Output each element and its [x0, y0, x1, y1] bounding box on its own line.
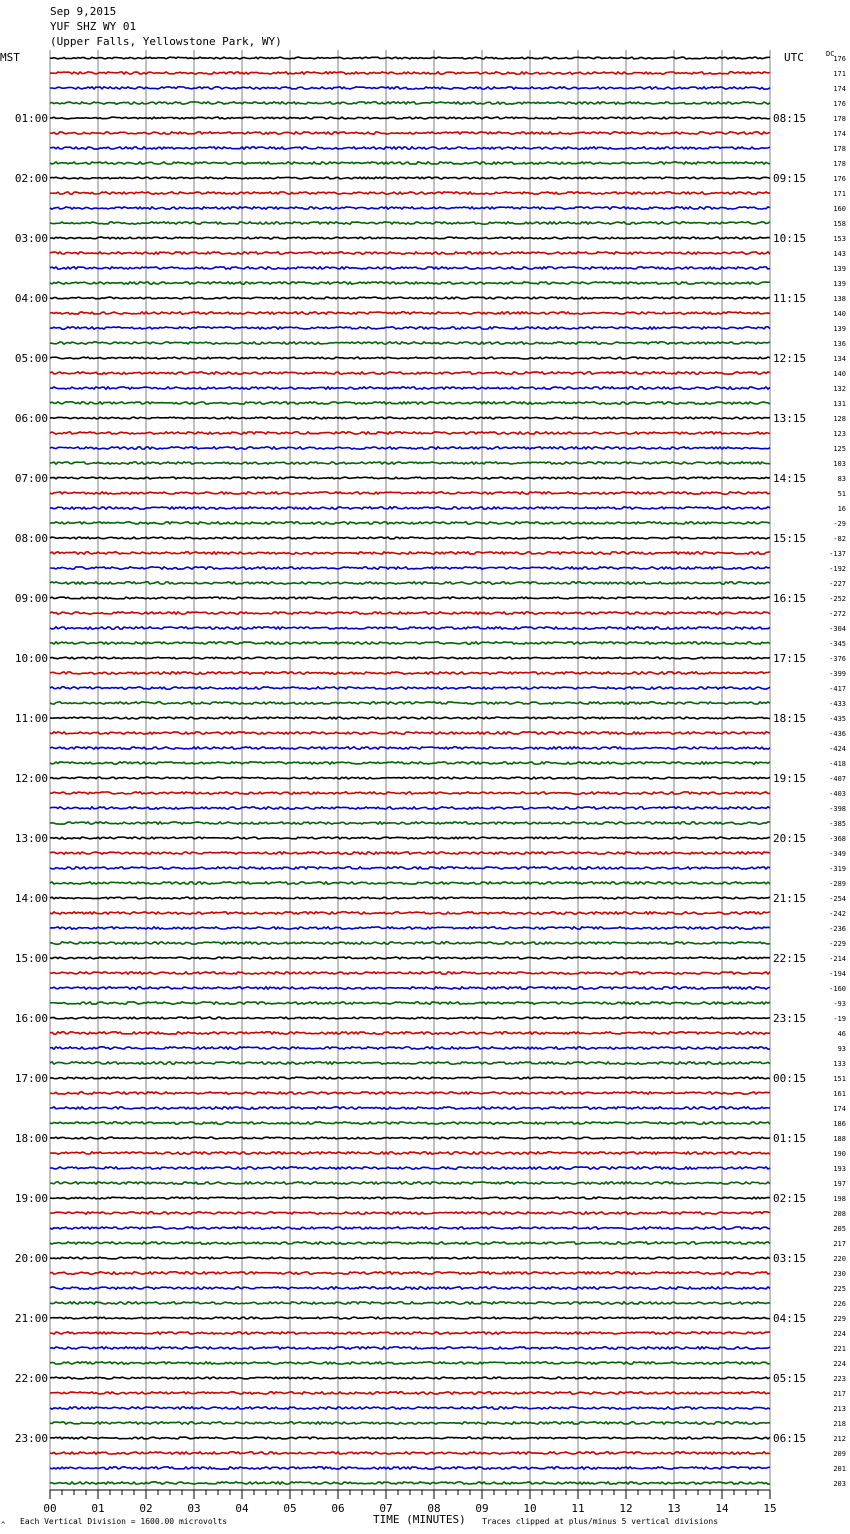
- dc-offset-label: 225: [833, 1285, 846, 1293]
- dc-offset-label: 224: [833, 1330, 846, 1338]
- trace-row-10: [50, 207, 770, 209]
- utc-hour-label: 06:15: [773, 1432, 807, 1445]
- utc-hour-label: 23:15: [773, 1012, 807, 1025]
- trace-row-20: [50, 357, 770, 359]
- dc-label: DC: [826, 50, 835, 58]
- trace-row-45: [50, 732, 770, 734]
- dc-offset-label: -403: [829, 790, 846, 798]
- trace-row-5: [50, 132, 770, 134]
- dc-offset-label: -424: [829, 745, 846, 753]
- dc-offset-label: 171: [833, 190, 846, 198]
- trace-row-46: [50, 747, 770, 749]
- dc-offset-label: 221: [833, 1345, 846, 1353]
- dc-offset-label: 138: [833, 295, 846, 303]
- mst-hour-label: 08:00: [14, 532, 48, 545]
- dc-offset-label: 123: [833, 430, 846, 438]
- dc-offset-label: -194: [829, 970, 846, 978]
- dc-offset-label: 217: [833, 1240, 846, 1248]
- dc-offset-label: 212: [833, 1435, 846, 1443]
- dc-offset-label: -252: [829, 595, 846, 603]
- trace-row-28: [50, 477, 770, 479]
- trace-row-66: [50, 1047, 770, 1049]
- trace-row-88: [50, 1377, 770, 1379]
- dc-offset-label: 203: [833, 1480, 846, 1488]
- dc-offset-label: 139: [833, 265, 846, 273]
- dc-offset-label: 186: [833, 1120, 846, 1128]
- utc-hour-label: 19:15: [773, 772, 807, 785]
- trace-row-58: [50, 927, 770, 929]
- trace-row-80: [50, 1257, 770, 1259]
- dc-offset-label: 139: [833, 280, 846, 288]
- dc-offset-label: -254: [829, 895, 846, 903]
- trace-row-14: [50, 267, 770, 269]
- dc-offset-label: 140: [833, 310, 846, 318]
- time-gridlines: [50, 50, 770, 1491]
- trace-row-43: [50, 702, 770, 704]
- trace-row-64: [50, 1017, 770, 1019]
- trace-row-94: [50, 1467, 770, 1469]
- trace-row-26: [50, 447, 770, 449]
- trace-row-40: [50, 657, 770, 659]
- trace-row-60: [50, 957, 770, 959]
- mst-hour-label: 16:00: [14, 1012, 48, 1025]
- utc-hour-label: 20:15: [773, 832, 807, 845]
- mst-hour-label: 22:00: [14, 1372, 48, 1385]
- dc-offset-label: -436: [829, 730, 846, 738]
- mst-hour-label: 17:00: [14, 1072, 48, 1085]
- header-station: YUF SHZ WY 01: [50, 20, 137, 33]
- dc-offset-label: 128: [833, 415, 846, 423]
- dc-offset-label: 151: [833, 1075, 846, 1083]
- mst-zone-label: MST: [0, 51, 20, 64]
- trace-row-81: [50, 1272, 770, 1274]
- trace-row-12: [50, 237, 770, 239]
- trace-row-8: [50, 177, 770, 179]
- dc-offset-label: 51: [837, 490, 846, 498]
- trace-row-30: [50, 507, 770, 509]
- trace-row-27: [50, 462, 770, 464]
- x-tick-label: 14: [715, 1502, 729, 1515]
- trace-row-0: [50, 57, 770, 59]
- dc-offset-label: -137: [829, 550, 846, 558]
- utc-hour-label: 00:15: [773, 1072, 807, 1085]
- trace-row-79: [50, 1242, 770, 1244]
- utc-hour-label: 18:15: [773, 712, 807, 725]
- dc-offset-label: -29: [833, 520, 846, 528]
- utc-hour-label: 03:15: [773, 1252, 807, 1265]
- trace-row-15: [50, 282, 770, 284]
- trace-row-57: [50, 912, 770, 914]
- dc-offset-label: 178: [833, 115, 846, 123]
- trace-row-74: [50, 1167, 770, 1169]
- trace-row-9: [50, 192, 770, 194]
- trace-row-55: [50, 882, 770, 884]
- dc-offset-label: -433: [829, 700, 846, 708]
- trace-row-35: [50, 582, 770, 584]
- utc-hour-label: 13:15: [773, 412, 807, 425]
- dc-offset-label: 218: [833, 1420, 846, 1428]
- trace-row-38: [50, 627, 770, 629]
- dc-offset-label: 174: [833, 85, 846, 93]
- x-tick-label: 12: [619, 1502, 633, 1515]
- utc-zone-label: UTC: [784, 51, 804, 64]
- mst-hour-label: 23:00: [14, 1432, 48, 1445]
- x-tick-label: 10: [523, 1502, 537, 1515]
- trace-row-17: [50, 312, 770, 314]
- dc-offset-label: -398: [829, 805, 846, 813]
- trace-row-56: [50, 897, 770, 899]
- dc-offset-label: 217: [833, 1390, 846, 1398]
- mst-hour-label: 07:00: [14, 472, 48, 485]
- trace-row-93: [50, 1452, 770, 1454]
- trace-row-39: [50, 642, 770, 644]
- trace-row-24: [50, 417, 770, 419]
- dc-offset-label: 190: [833, 1150, 846, 1158]
- dc-offset-label: 223: [833, 1375, 846, 1383]
- trace-row-59: [50, 942, 770, 944]
- trace-row-41: [50, 672, 770, 674]
- trace-row-21: [50, 372, 770, 374]
- utc-hour-label: 12:15: [773, 352, 807, 365]
- trace-row-95: [50, 1482, 770, 1484]
- utc-hour-label: 22:15: [773, 952, 807, 965]
- dc-offset-label: -418: [829, 760, 846, 768]
- dc-offset-label: 136: [833, 340, 846, 348]
- trace-row-61: [50, 972, 770, 974]
- dc-offset-label: -160: [829, 985, 846, 993]
- dc-offset-label: -289: [829, 880, 846, 888]
- mst-hour-label: 18:00: [14, 1132, 48, 1145]
- trace-row-92: [50, 1437, 770, 1439]
- trace-row-86: [50, 1347, 770, 1349]
- dc-offset-label: 193: [833, 1165, 846, 1173]
- mst-hour-label: 15:00: [14, 952, 48, 965]
- trace-row-31: [50, 522, 770, 524]
- mst-hour-label: 01:00: [14, 112, 48, 125]
- mst-hour-label: 03:00: [14, 232, 48, 245]
- utc-hour-label: 04:15: [773, 1312, 807, 1325]
- dc-offset-label: -304: [829, 625, 846, 633]
- dc-offset-label: 230: [833, 1270, 846, 1278]
- trace-row-91: [50, 1422, 770, 1424]
- dc-offset-label: 103: [833, 460, 846, 468]
- dc-offset-label: 174: [833, 1105, 846, 1113]
- corner-mark: ^: [1, 1521, 6, 1529]
- trace-row-83: [50, 1302, 770, 1304]
- dc-offset-label: -214: [829, 955, 846, 963]
- dc-offset-label: -376: [829, 655, 846, 663]
- dc-offset-label: -385: [829, 820, 846, 828]
- trace-row-37: [50, 612, 770, 614]
- mst-hour-label: 21:00: [14, 1312, 48, 1325]
- header-location: (Upper Falls, Yellowstone Park, WY): [50, 35, 282, 48]
- dc-offset-label: 139: [833, 325, 846, 333]
- dc-offset-label: 205: [833, 1225, 846, 1233]
- dc-offset-label: -242: [829, 910, 846, 918]
- trace-row-49: [50, 792, 770, 794]
- x-tick-label: 08: [427, 1502, 441, 1515]
- mst-hour-label: 10:00: [14, 652, 48, 665]
- trace-row-85: [50, 1332, 770, 1334]
- trace-row-69: [50, 1092, 770, 1094]
- trace-row-54: [50, 867, 770, 869]
- mst-hour-label: 19:00: [14, 1192, 48, 1205]
- trace-row-51: [50, 822, 770, 824]
- trace-row-3: [50, 102, 770, 104]
- dc-offset-label: 174: [833, 130, 846, 138]
- mst-hour-label: 11:00: [14, 712, 48, 725]
- utc-hour-label: 16:15: [773, 592, 807, 605]
- dc-offset-label: 153: [833, 235, 846, 243]
- dc-offset-label: -319: [829, 865, 846, 873]
- utc-hour-label: 05:15: [773, 1372, 807, 1385]
- trace-row-25: [50, 432, 770, 434]
- trace-row-78: [50, 1227, 770, 1229]
- x-tick-label: 07: [379, 1502, 393, 1515]
- trace-row-48: [50, 777, 770, 779]
- trace-row-53: [50, 852, 770, 854]
- mst-hour-label: 06:00: [14, 412, 48, 425]
- dc-offset-label: -368: [829, 835, 846, 843]
- dc-offset-label: -93: [833, 1000, 846, 1008]
- x-axis-title: TIME (MINUTES): [373, 1513, 466, 1526]
- trace-row-90: [50, 1407, 770, 1409]
- trace-row-77: [50, 1212, 770, 1214]
- x-tick-label: 11: [571, 1502, 585, 1515]
- utc-hour-label: 21:15: [773, 892, 807, 905]
- scale-note: Each Vertical Division = 1600.00 microvolts: [20, 1517, 228, 1526]
- dc-offset-label: -229: [829, 940, 846, 948]
- utc-hour-label: 10:15: [773, 232, 807, 245]
- dc-offset-label: 93: [837, 1045, 846, 1053]
- mst-hour-label: 14:00: [14, 892, 48, 905]
- mst-hour-label: 20:00: [14, 1252, 48, 1265]
- dc-offset-label: 134: [833, 355, 846, 363]
- x-tick-label: 02: [139, 1502, 153, 1515]
- seismic-traces: [50, 57, 770, 1484]
- dc-offset-label: -19: [833, 1015, 846, 1023]
- trace-row-7: [50, 162, 770, 164]
- trace-row-75: [50, 1182, 770, 1184]
- utc-hour-label: 01:15: [773, 1132, 807, 1145]
- dc-offset-label: 16: [837, 505, 846, 513]
- x-tick-label: 04: [235, 1502, 249, 1515]
- trace-row-87: [50, 1362, 770, 1364]
- mst-hour-label: 12:00: [14, 772, 48, 785]
- trace-row-71: [50, 1122, 770, 1124]
- dc-offset-label: -236: [829, 925, 846, 933]
- dc-offset-label: -399: [829, 670, 846, 678]
- dc-offset-label: 46: [837, 1030, 846, 1038]
- dc-offset-label: 132: [833, 385, 846, 393]
- dc-offset-label: -272: [829, 610, 846, 618]
- dc-offset-label: 178: [833, 160, 846, 168]
- mst-hour-label: 13:00: [14, 832, 48, 845]
- dc-offset-label: 158: [833, 220, 846, 228]
- trace-row-44: [50, 717, 770, 719]
- x-tick-label: 15: [763, 1502, 777, 1515]
- clip-note: Traces clipped at plus/minus 5 vertical divisions: [482, 1517, 719, 1526]
- trace-row-34: [50, 567, 770, 569]
- dc-offset-label: 209: [833, 1450, 846, 1458]
- mst-hour-label: 02:00: [14, 172, 48, 185]
- utc-hour-label: 02:15: [773, 1192, 807, 1205]
- trace-row-42: [50, 687, 770, 689]
- dc-offset-label: 226: [833, 1300, 846, 1308]
- x-tick-label: 03: [187, 1502, 201, 1515]
- trace-row-1: [50, 72, 770, 74]
- trace-row-36: [50, 597, 770, 599]
- x-tick-label: 06: [331, 1502, 345, 1515]
- dc-offset-label: 140: [833, 370, 846, 378]
- dc-offset-label: -192: [829, 565, 846, 573]
- dc-offset-label: 220: [833, 1255, 846, 1263]
- trace-row-89: [50, 1392, 770, 1394]
- trace-row-4: [50, 117, 770, 119]
- trace-row-70: [50, 1107, 770, 1109]
- dc-offset-label: 201: [833, 1465, 846, 1473]
- mst-hour-label: 09:00: [14, 592, 48, 605]
- trace-row-68: [50, 1077, 770, 1079]
- dc-offset-label: 176: [833, 55, 846, 63]
- dc-offset-label: 197: [833, 1180, 846, 1188]
- utc-hour-label: 14:15: [773, 472, 807, 485]
- header-date: Sep 9,2015: [50, 5, 117, 18]
- trace-row-47: [50, 762, 770, 764]
- dc-offset-label: 176: [833, 175, 846, 183]
- dc-offset-label: 161: [833, 1090, 846, 1098]
- dc-offset-label: -349: [829, 850, 846, 858]
- trace-row-52: [50, 837, 770, 839]
- dc-offset-label: 176: [833, 100, 846, 108]
- dc-offset-label: 208: [833, 1210, 846, 1218]
- x-tick-label: 01: [91, 1502, 105, 1515]
- utc-hour-label: 17:15: [773, 652, 807, 665]
- dc-offset-label: -227: [829, 580, 846, 588]
- trace-row-62: [50, 987, 770, 989]
- trace-row-19: [50, 342, 770, 344]
- dc-offset-label: 178: [833, 145, 846, 153]
- dc-offset-label: -82: [833, 535, 846, 543]
- trace-row-11: [50, 222, 770, 224]
- trace-row-13: [50, 252, 770, 254]
- trace-row-84: [50, 1317, 770, 1319]
- trace-row-82: [50, 1287, 770, 1289]
- utc-hour-label: 09:15: [773, 172, 807, 185]
- trace-row-29: [50, 492, 770, 494]
- dc-offset-label: 143: [833, 250, 846, 258]
- utc-hour-label: 11:15: [773, 292, 807, 305]
- dc-offset-label: 224: [833, 1360, 846, 1368]
- dc-offset-label: -345: [829, 640, 846, 648]
- dc-offset-label: 133: [833, 1060, 846, 1068]
- utc-hour-label: 08:15: [773, 112, 807, 125]
- dc-offset-label: 229: [833, 1315, 846, 1323]
- trace-row-6: [50, 147, 770, 149]
- dc-offset-label: 83: [837, 475, 846, 483]
- trace-row-18: [50, 327, 770, 329]
- trace-row-72: [50, 1137, 770, 1139]
- mst-hour-label: 05:00: [14, 352, 48, 365]
- trace-row-2: [50, 87, 770, 89]
- dc-offset-label: 198: [833, 1195, 846, 1203]
- trace-row-73: [50, 1152, 770, 1154]
- trace-row-23: [50, 402, 770, 404]
- trace-row-16: [50, 297, 770, 299]
- dc-offset-label: -407: [829, 775, 846, 783]
- axis-labels: [15, 55, 846, 1515]
- trace-row-67: [50, 1062, 770, 1064]
- trace-row-50: [50, 807, 770, 809]
- x-tick-label: 13: [667, 1502, 681, 1515]
- utc-hour-label: 15:15: [773, 532, 807, 545]
- trace-row-22: [50, 387, 770, 389]
- trace-row-65: [50, 1032, 770, 1034]
- dc-offset-label: 188: [833, 1135, 846, 1143]
- trace-row-76: [50, 1197, 770, 1199]
- dc-offset-label: 125: [833, 445, 846, 453]
- dc-offset-label: -417: [829, 685, 846, 693]
- dc-offset-label: 213: [833, 1405, 846, 1413]
- x-tick-label: 09: [475, 1502, 489, 1515]
- trace-row-63: [50, 1002, 770, 1004]
- dc-offset-label: 131: [833, 400, 846, 408]
- mst-hour-label: 04:00: [14, 292, 48, 305]
- trace-row-32: [50, 537, 770, 539]
- x-tick-label: 00: [43, 1502, 57, 1515]
- dc-offset-label: 171: [833, 70, 846, 78]
- x-tick-label: 05: [283, 1502, 297, 1515]
- trace-row-33: [50, 552, 770, 554]
- dc-offset-label: -435: [829, 715, 846, 723]
- dc-offset-label: 160: [833, 205, 846, 213]
